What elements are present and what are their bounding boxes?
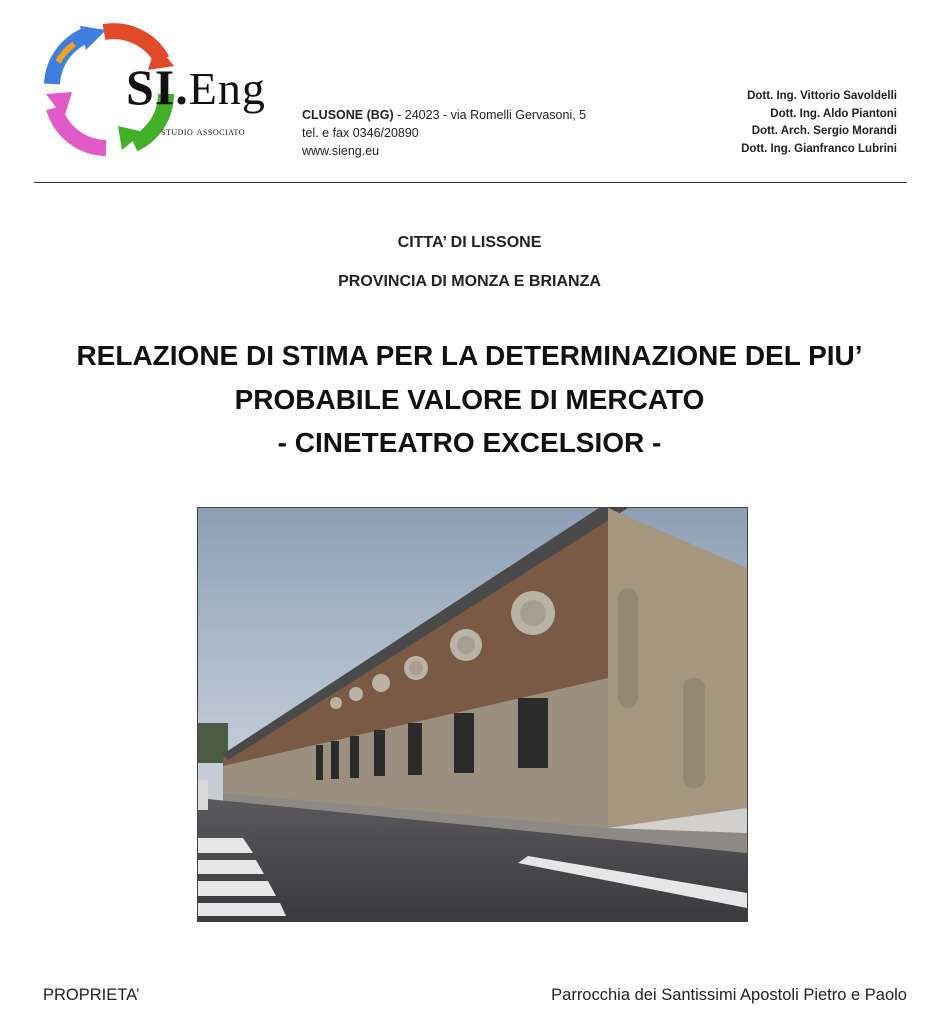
report-title-line3: - CINETEATRO EXCELSIOR - xyxy=(277,427,662,458)
partner-name: Dott. Ing. Gianfranco Lubrini xyxy=(741,142,897,155)
address-street: - 24023 - via Romelli Gervasoni, 5 xyxy=(393,108,587,122)
logo xyxy=(44,22,284,157)
partner-name: Dott. Ing. Vittorio Savoldelli xyxy=(747,90,897,102)
city-heading: CITTA’ DI LISSONE xyxy=(397,234,542,251)
address-city: CLUSONE (BG) xyxy=(302,108,394,122)
property-label: PROPRIETA’ xyxy=(43,986,140,1004)
partner-name: Dott. Ing. Aldo Piantoni xyxy=(770,107,897,120)
partner-name: Dott. Arch. Sergio Morandi xyxy=(751,125,897,137)
report-title-line2: PROBABILE VALORE DI MERCATO xyxy=(234,384,705,415)
address-phone: tel. e fax 0346/20890 xyxy=(302,126,419,140)
header-divider xyxy=(34,182,907,183)
report-title-line1: RELAZIONE DI STIMA PER LA DETERMINAZIONE DEL PIU’ xyxy=(76,340,863,371)
office-address xyxy=(302,106,586,160)
address-website: www.sieng.eu xyxy=(302,144,380,158)
property-owner: Parrocchia dei Santissimi Apostoli Pietro e Paolo xyxy=(551,986,907,1004)
logo-wordmark: SI.Eng xyxy=(126,59,266,115)
logo-tagline: studio associato xyxy=(161,126,246,138)
building-photo xyxy=(197,507,748,922)
partners-list xyxy=(741,88,897,158)
province-heading: PROVINCIA DI MONZA E BRIANZA xyxy=(338,273,601,290)
